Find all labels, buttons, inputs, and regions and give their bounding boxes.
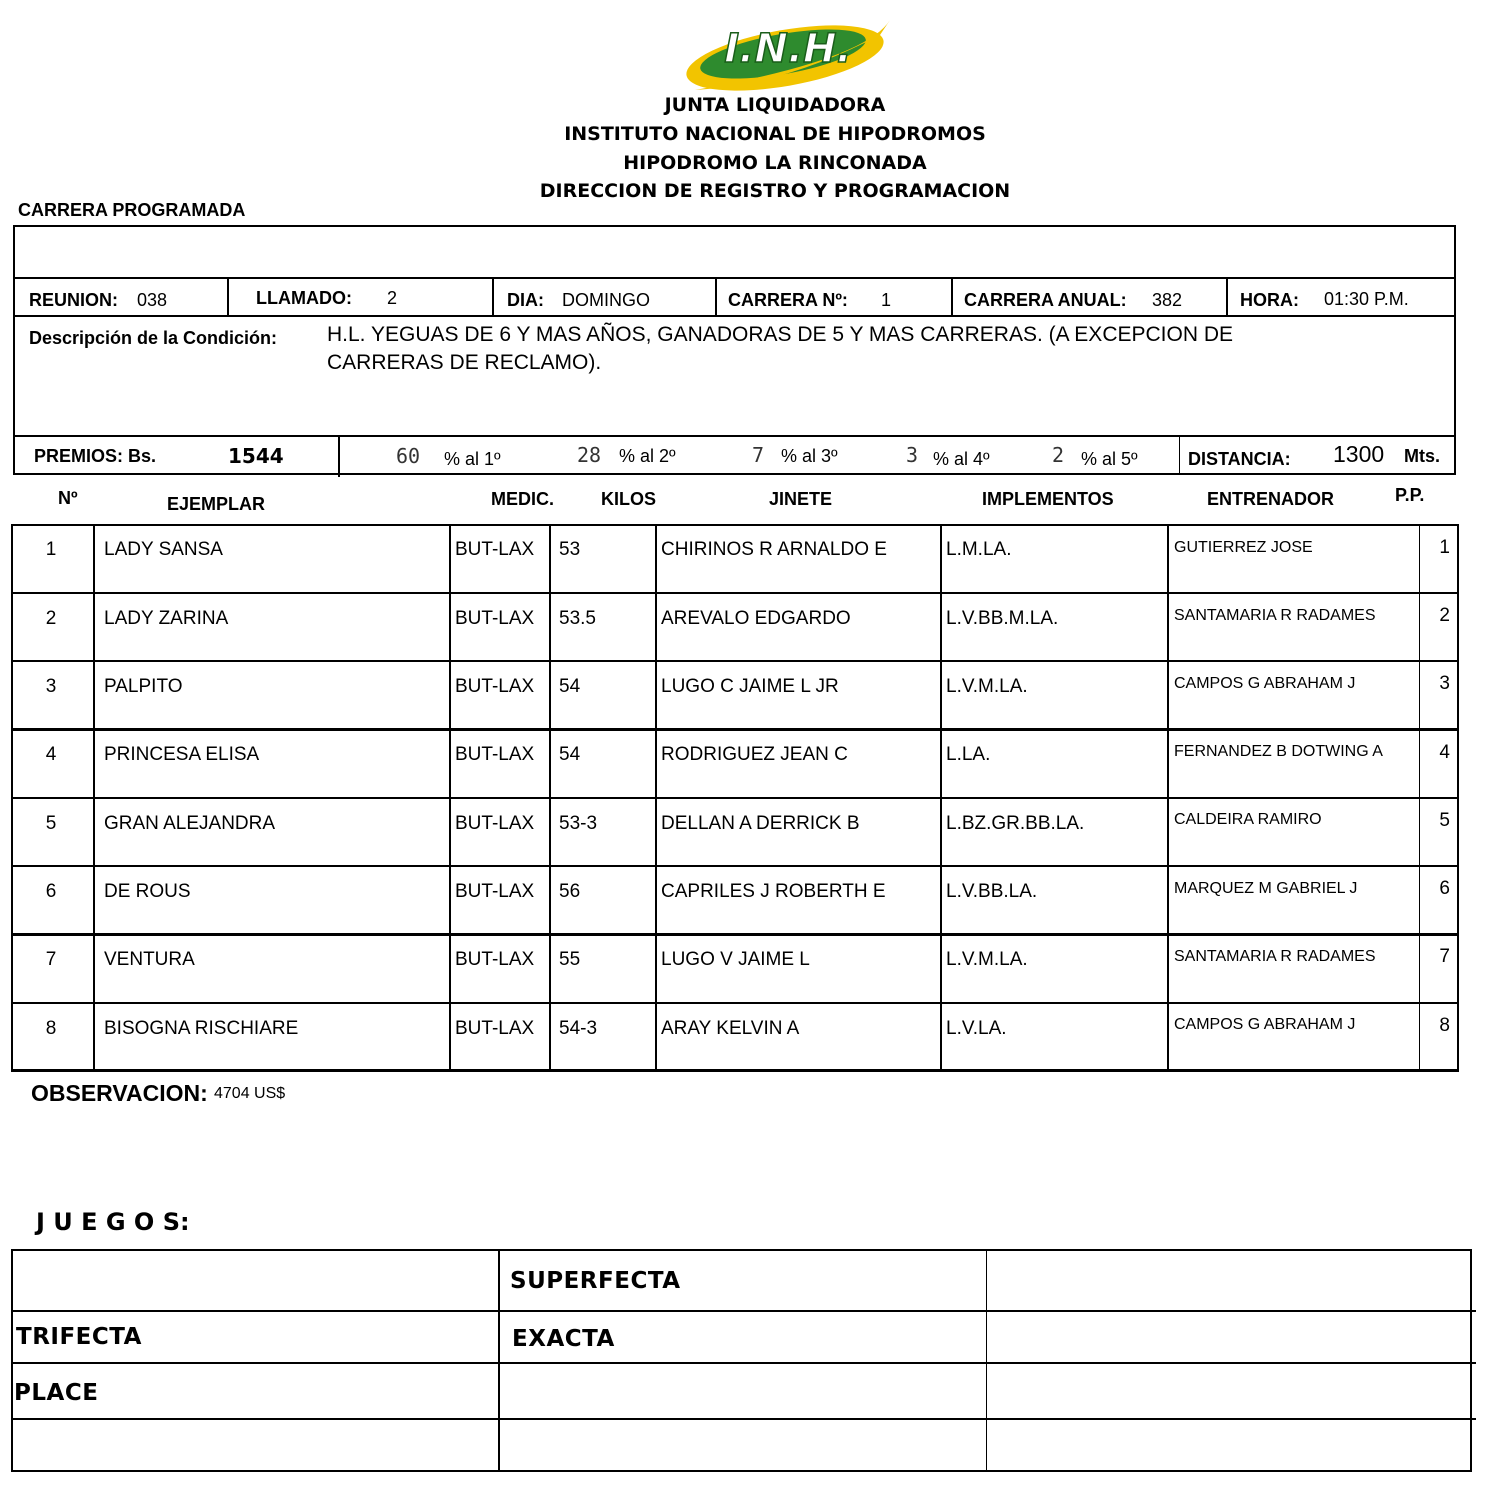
row-jinete: CHIRINOS R ARNALDO E xyxy=(661,539,887,560)
col-header-medic: MEDIC. xyxy=(491,489,554,509)
condition-line-1: H.L. YEGUAS DE 6 Y MAS AÑOS, GANADORAS DE 5 Y MAS CARRERAS. (A EXCEPCION DE xyxy=(327,323,1234,346)
logo-text: I.N.H. xyxy=(724,26,852,72)
row-entrenador: GUTIERREZ JOSE xyxy=(1174,539,1313,556)
distancia-unit: Mts. xyxy=(1404,446,1440,466)
prize-split-3-value: 7 xyxy=(752,443,765,467)
row-num: 4 xyxy=(45,744,57,765)
juego-superfecta: SUPERFECTA xyxy=(510,1268,681,1294)
row-ejemplar: VENTURA xyxy=(104,949,195,970)
juegos-title: J U E G O S: xyxy=(36,1208,190,1236)
row-jinete: LUGO C JAIME L JR xyxy=(661,676,839,697)
condition-line-2: CARRERAS DE RECLAMO). xyxy=(327,351,602,374)
row-ejemplar: GRAN ALEJANDRA xyxy=(104,813,276,834)
prize-split-4-label: % al 4º xyxy=(933,449,990,469)
row-jinete: CAPRILES J ROBERTH E xyxy=(661,881,886,902)
row-pp: 8 xyxy=(1439,1015,1450,1036)
row-jinete: DELLAN A DERRICK B xyxy=(661,813,860,834)
prize-split-2-label: % al 2º xyxy=(619,446,676,466)
col-header-entrenador: ENTRENADOR xyxy=(1207,489,1335,509)
row-entrenador: SANTAMARIA R RADAMES xyxy=(1174,948,1376,965)
row-pp: 7 xyxy=(1439,946,1450,967)
row-entrenador: CAMPOS G ABRAHAM J xyxy=(1174,1016,1356,1033)
row-medic: BUT-LAX xyxy=(455,608,535,629)
observacion-value: 4704 US$ xyxy=(214,1085,286,1102)
row-ejemplar: LADY SANSA xyxy=(104,539,223,560)
juego-place: PLACE xyxy=(14,1380,99,1406)
section-title: CARRERA PROGRAMADA xyxy=(18,200,246,220)
row-kilos: 53.5 xyxy=(559,608,596,629)
row-entrenador: CAMPOS G ABRAHAM J xyxy=(1174,675,1356,692)
hora-label: HORA: xyxy=(1240,290,1299,310)
row-kilos: 54 xyxy=(559,744,581,765)
row-implementos: L.BZ.GR.BB.LA. xyxy=(946,813,1085,834)
row-kilos: 54 xyxy=(559,676,581,697)
row-pp: 3 xyxy=(1439,673,1450,694)
row-implementos: L.V.BB.M.LA. xyxy=(946,608,1059,629)
row-num: 2 xyxy=(45,608,57,629)
row-implementos: L.V.BB.LA. xyxy=(946,881,1038,902)
row-kilos: 55 xyxy=(559,949,581,970)
prize-split-3-label: % al 3º xyxy=(781,446,838,466)
row-ejemplar: DE ROUS xyxy=(104,881,191,902)
header-line-2: INSTITUTO NACIONAL DE HIPODROMOS xyxy=(564,123,986,145)
row-entrenador: MARQUEZ M GABRIEL J xyxy=(1174,880,1358,897)
row-jinete: ARAY KELVIN A xyxy=(661,1018,800,1039)
row-medic: BUT-LAX xyxy=(455,881,535,902)
row-num: 1 xyxy=(45,539,57,560)
carrera-value: 1 xyxy=(881,290,892,310)
row-ejemplar: PRINCESA ELISA xyxy=(104,744,260,765)
row-implementos: L.M.LA. xyxy=(946,539,1012,560)
dia-value: DOMINGO xyxy=(562,290,650,310)
row-kilos: 53-3 xyxy=(559,813,598,834)
carrera-label: CARRERA Nº: xyxy=(728,290,848,310)
distancia-label: DISTANCIA: xyxy=(1188,449,1291,469)
row-kilos: 53 xyxy=(559,539,581,560)
row-jinete: LUGO V JAIME L xyxy=(661,949,810,970)
header-line-3: HIPODROMO LA RINCONADA xyxy=(623,152,927,174)
row-kilos: 56 xyxy=(559,881,581,902)
header-line-1: JUNTA LIQUIDADORA xyxy=(664,94,886,116)
prize-split-1-label: % al 1º xyxy=(444,449,501,469)
col-header-jinete: JINETE xyxy=(769,489,833,509)
juego-trifecta: TRIFECTA xyxy=(16,1324,142,1350)
row-num: 8 xyxy=(45,1018,57,1039)
header-line-4: DIRECCION DE REGISTRO Y PROGRAMACION xyxy=(539,180,1011,202)
row-ejemplar: PALPITO xyxy=(104,676,183,697)
row-kilos: 54-3 xyxy=(559,1018,598,1039)
col-header-ejemplar: EJEMPLAR xyxy=(167,494,266,514)
row-medic: BUT-LAX xyxy=(455,1018,535,1039)
col-header-implementos: IMPLEMENTOS xyxy=(982,489,1114,509)
row-medic: BUT-LAX xyxy=(455,744,535,765)
carrera-anual-value: 382 xyxy=(1152,290,1183,310)
row-jinete: AREVALO EDGARDO xyxy=(661,608,851,629)
row-implementos: L.V.M.LA. xyxy=(946,949,1028,970)
col-header-pp: P.P. xyxy=(1395,485,1425,505)
row-medic: BUT-LAX xyxy=(455,949,535,970)
row-jinete: RODRIGUEZ JEAN C xyxy=(661,744,848,765)
row-pp: 1 xyxy=(1439,537,1450,558)
row-num: 6 xyxy=(45,881,57,902)
col-header-kilos: KILOS xyxy=(601,489,657,509)
row-ejemplar: LADY ZARINA xyxy=(104,608,229,629)
prize-split-5-value: 2 xyxy=(1052,443,1065,467)
condition-label: Descripción de la Condición: xyxy=(29,328,278,348)
reunion-label: REUNION: xyxy=(29,290,118,310)
reunion-value: 038 xyxy=(137,290,168,310)
col-header-num: Nº xyxy=(58,488,78,508)
distancia-value: 1300 xyxy=(1333,441,1385,467)
row-num: 7 xyxy=(45,949,57,970)
row-pp: 4 xyxy=(1439,742,1450,763)
prize-split-4-value: 3 xyxy=(906,443,919,467)
row-implementos: L.V.LA. xyxy=(946,1018,1007,1039)
premios-label: PREMIOS: Bs. xyxy=(34,446,157,466)
row-pp: 6 xyxy=(1439,878,1450,899)
juego-exacta: EXACTA xyxy=(512,1326,615,1352)
row-ejemplar: BISOGNA RISCHIARE xyxy=(104,1018,299,1039)
row-pp: 5 xyxy=(1439,810,1450,831)
prize-split-2-value: 28 xyxy=(577,443,602,467)
carrera-anual-label: CARRERA ANUAL: xyxy=(964,290,1127,310)
inh-logo xyxy=(665,0,917,105)
row-implementos: L.LA. xyxy=(946,744,991,765)
llamado-label: LLAMADO: xyxy=(256,288,352,308)
premios-amount: 1544 xyxy=(228,444,284,468)
row-entrenador: SANTAMARIA R RADAMES xyxy=(1174,607,1376,624)
observacion-label: OBSERVACION: xyxy=(31,1080,208,1106)
dia-label: DIA: xyxy=(507,290,544,310)
row-num: 3 xyxy=(45,676,57,697)
row-entrenador: CALDEIRA RAMIRO xyxy=(1174,811,1322,828)
prize-split-5-label: % al 5º xyxy=(1081,449,1138,469)
hora-value: 01:30 P.M. xyxy=(1324,289,1409,309)
llamado-value: 2 xyxy=(387,288,398,308)
row-medic: BUT-LAX xyxy=(455,676,535,697)
row-entrenador: FERNANDEZ B DOTWING A xyxy=(1174,743,1383,760)
row-medic: BUT-LAX xyxy=(455,539,535,560)
row-implementos: L.V.M.LA. xyxy=(946,676,1028,697)
row-medic: BUT-LAX xyxy=(455,813,535,834)
prize-split-1-value: 60 xyxy=(396,444,421,468)
row-pp: 2 xyxy=(1439,605,1450,626)
row-num: 5 xyxy=(45,813,57,834)
